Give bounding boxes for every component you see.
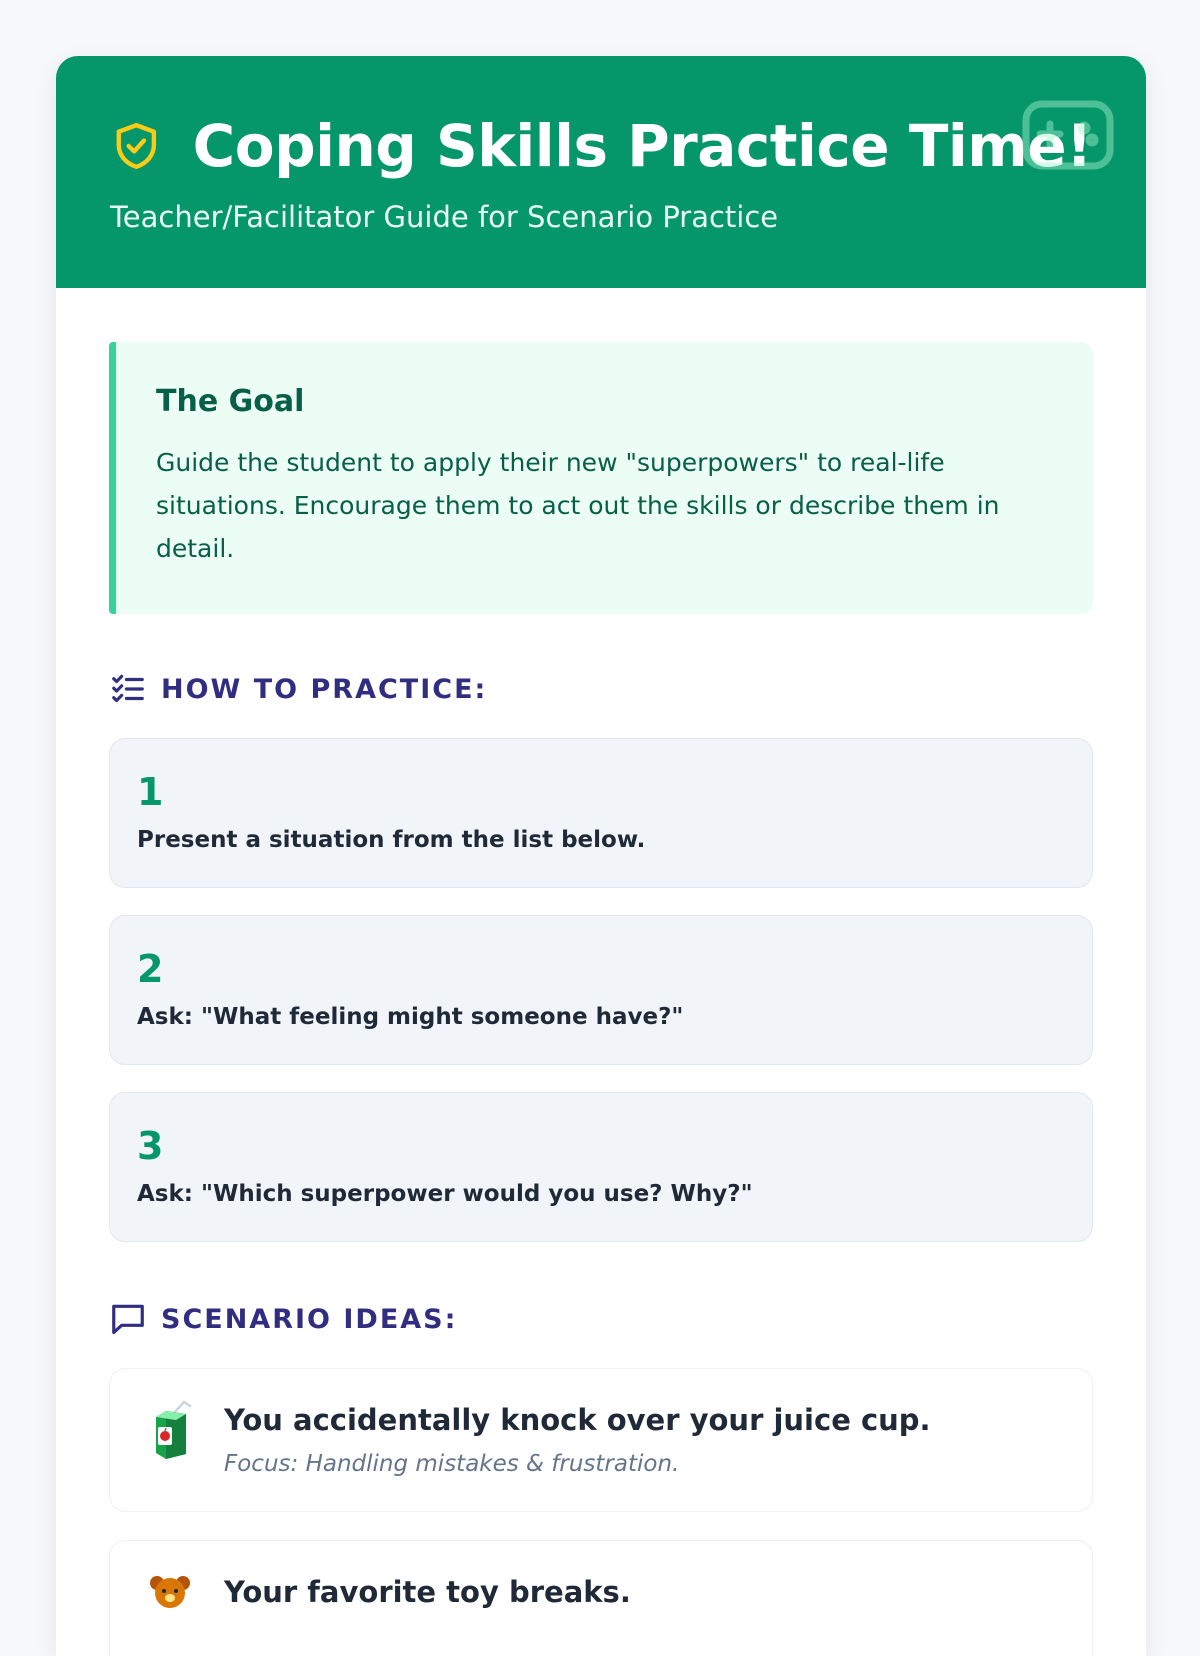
page-title: Coping Skills Practice Time! bbox=[192, 112, 1092, 180]
scenario-title: Your favorite toy breaks. bbox=[224, 1575, 631, 1609]
header-banner bbox=[56, 56, 1146, 288]
practice-step bbox=[109, 1092, 1093, 1242]
scenario-heading-label: SCENARIO IDEAS: bbox=[161, 1303, 458, 1335]
goal-box bbox=[109, 342, 1093, 614]
page-subtitle: Teacher/Facilitator Guide for Scenario Practice bbox=[110, 200, 779, 234]
chat-bubble-icon bbox=[109, 1300, 147, 1338]
scenario-card[interactable] bbox=[109, 1540, 1093, 1656]
practice-step bbox=[109, 738, 1093, 888]
step-text: Present a situation from the list below. bbox=[137, 827, 646, 853]
guide-card bbox=[56, 56, 1146, 1656]
step-text: Ask: "What feeling might someone have?" bbox=[137, 1004, 684, 1030]
checklist-icon bbox=[109, 670, 147, 708]
scenario-card[interactable] bbox=[109, 1368, 1093, 1512]
gamepad-icon bbox=[1020, 98, 1116, 172]
guide-body bbox=[56, 288, 1146, 1656]
shield-check-icon bbox=[110, 116, 163, 176]
step-number: 2 bbox=[137, 947, 164, 991]
step-number: 1 bbox=[137, 770, 164, 814]
scenario-focus: Focus: Handling mistakes & frustration. bbox=[224, 1451, 680, 1477]
scenario-heading bbox=[109, 1300, 1093, 1338]
goal-title: The Goal bbox=[156, 384, 305, 419]
title-row bbox=[110, 112, 1092, 180]
scenario-content bbox=[224, 1399, 931, 1477]
goal-text: Guide the student to apply their new "superpowers" to real-life situations. Encourage them to act out the skills or describe them in detail. bbox=[156, 448, 1000, 563]
practice-heading-label: HOW TO PRACTICE: bbox=[161, 673, 488, 705]
teddy-bear-icon bbox=[144, 1571, 196, 1635]
scenario-content bbox=[224, 1571, 631, 1623]
step-number: 3 bbox=[137, 1124, 164, 1168]
juice-box-icon bbox=[144, 1399, 196, 1463]
step-text: Ask: "Which superpower would you use? Why?" bbox=[137, 1181, 753, 1207]
scenario-title: You accidentally knock over your juice cup. bbox=[224, 1403, 931, 1437]
practice-heading bbox=[109, 670, 1093, 708]
practice-step bbox=[109, 915, 1093, 1065]
